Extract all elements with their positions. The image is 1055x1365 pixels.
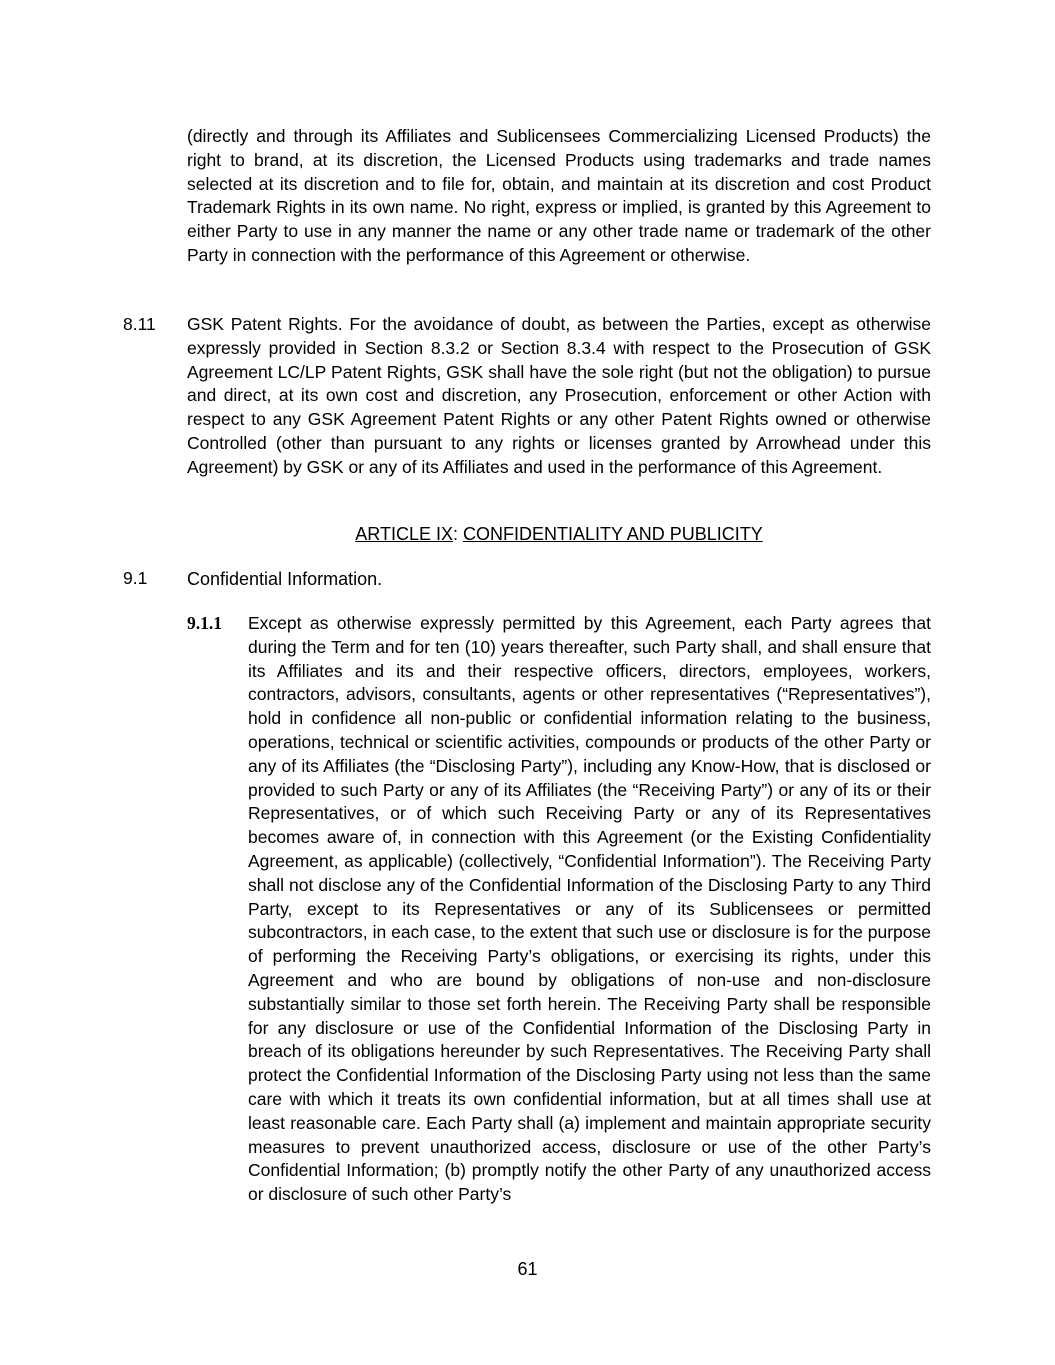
- section-9-1-1-number: 9.1.1: [187, 613, 222, 633]
- article-heading: [187, 522, 931, 546]
- page-number: 61: [517, 1259, 538, 1279]
- section-9-1-number: 9.1: [123, 568, 148, 588]
- section-8-11-number: 8.11: [123, 314, 156, 334]
- section-9-1-title: Confidential Information.: [187, 569, 383, 589]
- continued-paragraph: (directly and through its Affiliates and Sublicensees Commercializing Licensed Products) the right to brand, at its discretion, the Licensed Products using trademarks and trade names selected at its discretion and to file for, obtain, and maintain at its discretion and cost Product Trademark Rights in its own name. No right, express or implied, is granted by this Agreement to either Party to use in any manner the name or any other trade name or trademark of the other Party in connection with the performance of this Agreement or otherwise.: [187, 126, 931, 265]
- article-title: CONFIDENTIALITY AND PUBLICITY: [463, 524, 763, 544]
- article-separator: :: [452, 524, 458, 544]
- section-8-11-text: GSK Patent Rights. For the avoidance of doubt, as between the Parties, except as otherwise expressly provided in Section 8.3.2 or Section 8.3.4 with respect to the Prosecution of GSK Agreement LC/LP Patent Rights, GSK shall have the sole right (but not the obligation) to pursue and direct, at its own cost and discretion, any Prosecution, enforcement or other Action with respect to any GSK Agreement Patent Rights or any other Patent Rights owned or otherwise Controlled (other than pursuant to any rights or licenses granted by Arrowhead under this Agreement) by GSK or any of its Affiliates and used in the performance of this Agreement.: [187, 314, 931, 477]
- article-label: ARTICLE IX: [355, 524, 453, 544]
- section-9-1-1-text: Except as otherwise expressly permitted by this Agreement, each Party agrees that during the Term and for ten (10) years thereafter, such Party shall, and shall ensure that its Affiliates and its and their respective officers, directors, employees, workers, contractors, advisors, consultants, agents or other representatives (“Representatives”), hold in confidence all non-public or confidential information relating to the business, operations, technical or scientific activities, compounds or products of the other Party or any of its Affiliates (the “Disclosing Party”), including any Know-How, that is disclosed or provided to such Party or any of its Affiliates (the “Receiving Party”) or any of its or their Representatives, or of which such Receiving Party or any of its Representatives becomes aware of, in connection with this Agreement (or the Existing Confidentiality Agreement, as applicable) (collectively, “Confidential Information”). The Receiving Party shall not disclose any of the Confidential Information of the Disclosing Party to any Third Party, except to its Representatives or any of its Sublicensees or permitted subcontractors, in each case, to the extent that such use or disclosure is for the purpose of performing the Receiving Party’s obligations, or exercising its rights, under this Agreement and who are bound by obligations of non-use and non-disclosure substantially similar to those set forth herein. The Receiving Party shall be responsible for any disclosure or use of the Confidential Information of the Disclosing Party in breach of its obligations hereunder by such Representatives. The Receiving Party shall protect the Confidential Information of the Disclosing Party using not less than the same care with which it treats its own confidential information, but at all times shall use at least reasonable care. Each Party shall (a) implement and maintain appropriate security measures to prevent unauthorized access, disclosure or use of the other Party’s Confidential Information; (b) promptly notify the other Party of any unauthorized access or disclosure of such other Party’s: [248, 613, 931, 1205]
